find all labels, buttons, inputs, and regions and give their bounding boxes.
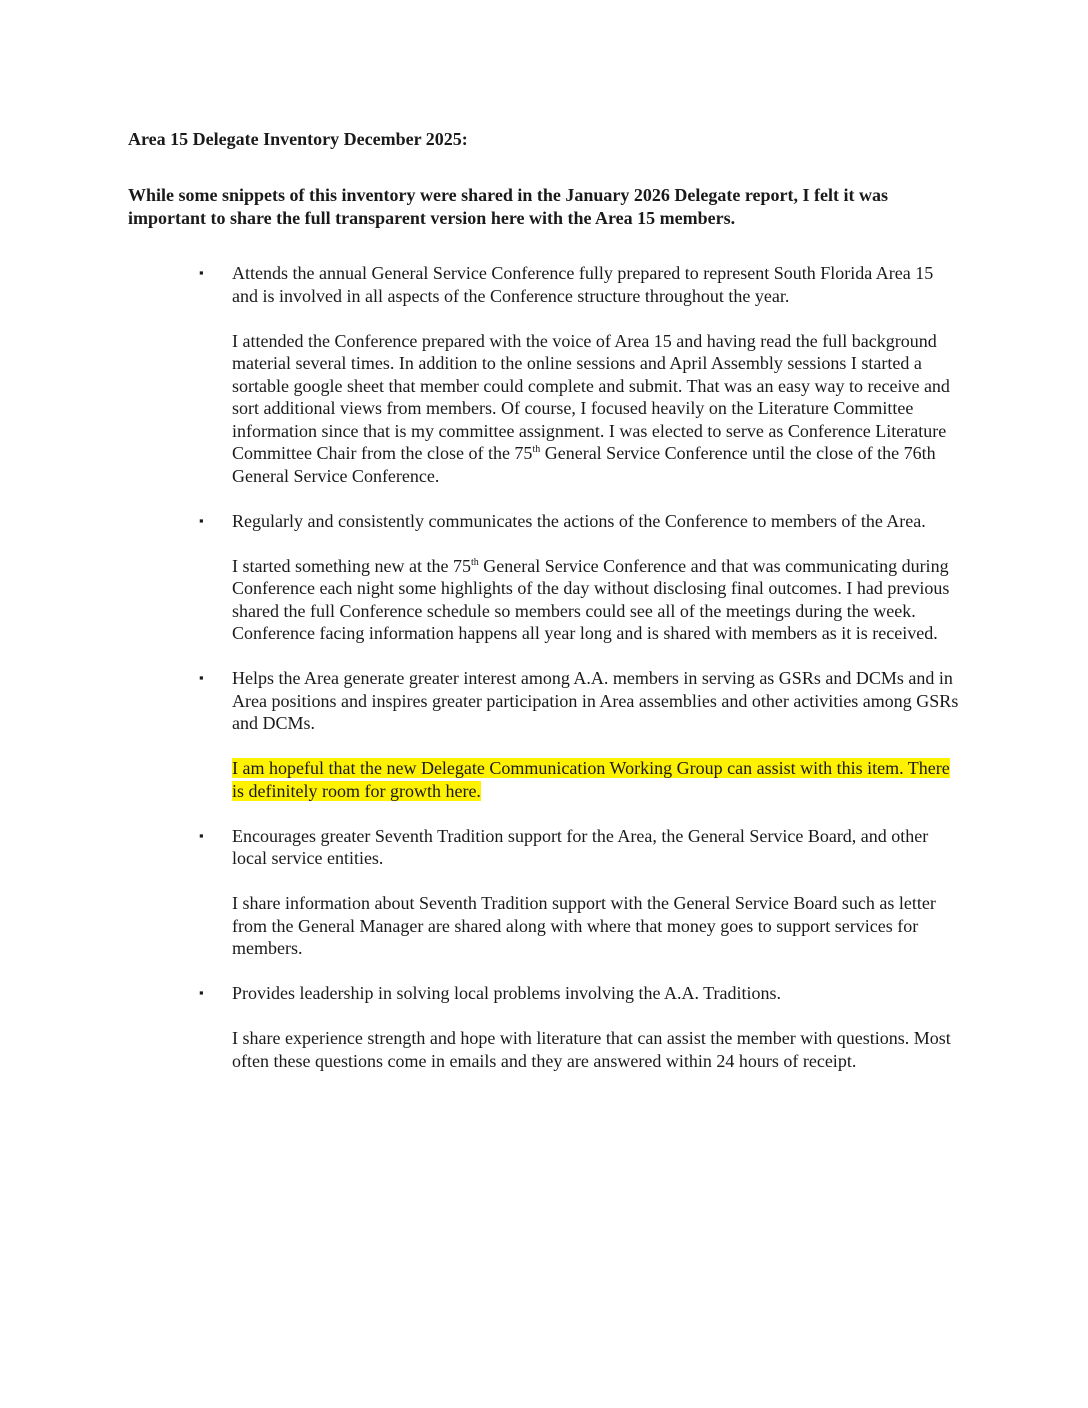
item-response [232,555,960,645]
list-item [0,667,1088,802]
item-response-text: General Service Conference until the close of the 76th General Service Conference. [232,443,936,486]
square-bullet-icon: ▪ [199,985,204,1000]
item-response [232,757,960,802]
ordinal-suffix: th [470,556,479,568]
square-bullet-icon: ▪ [199,670,204,685]
square-bullet-icon: ▪ [199,512,204,528]
document-title: Area 15 Delegate Inventory December 2025: [128,129,468,149]
item-heading: Encourages greater Seventh Tradition support for the Area, the General Service Board, and other local service entities. [232,825,929,868]
item-heading: Provides leadership in solving local problems involving the A.A. Traditions. [232,983,781,1003]
item-heading: Regularly and consistently communicates the actions of the Conference to members of the Area. [232,510,926,531]
item-response-text: I attended the Conference prepared with the voice of Area 15 and having read the full background material several times. In addition to the online sessions and April Assembly sessions I started a sortable google sheet that member could complete and submit. That was an easy way to receive and sort additional views from members. Of course, I focused heavily on the Literature Committee information since that is my committee assignment. I was elected to serve as Conference Literature Committee Chair from the close of the 75 [232,330,950,463]
item-heading: Attends the annual General Service Conference fully prepared to represent South Florida Area 15 and is involved in all aspects of the Conference structure throughout the year. [232,263,934,306]
square-bullet-icon: ▪ [199,265,204,280]
item-response [232,330,960,488]
item-response-text: General Service Conference and that was communicating during Conference each night some highlights of the day without disclosing final outcomes. I had previous shared the full Conference schedule so members could see all of the meetings during the week. Conference facing information happens all year long and is shared with members as it is received. [232,555,950,643]
square-bullet-icon: ▪ [199,827,204,843]
ordinal-suffix: th [532,444,541,455]
list-item [0,982,1088,1072]
list-item [0,825,1088,960]
intro-paragraph: While some snippets of this inventory were shared in the January 2026 Delegate report, I felt it was important to share the full transparent version here with the Area 15 members. [128,185,888,228]
item-response: I share experience strength and hope with literature that can assist the member with questions. Most often these questions come in emails and they are answered within 24 hours of receipt. [232,1028,951,1071]
list-item [0,510,1088,645]
inventory-list [0,262,1088,1095]
item-response-text: I started something new at the 75 [232,555,471,576]
item-heading: Helps the Area generate greater interest among A.A. members in serving as GSRs and DCMs and in Area positions and inspires greater participation in Area assemblies and other activities among GSRs and DCMs. [232,668,959,733]
item-response: I share information about Seventh Tradition support with the General Service Board such as letter from the General Manager are shared along with where that money goes to support services for members. [232,893,936,958]
list-item [0,262,1088,487]
highlighted-text: I am hopeful that the new Delegate Communication Working Group can assist with this item. There is definitely room for growth here. [232,758,950,801]
